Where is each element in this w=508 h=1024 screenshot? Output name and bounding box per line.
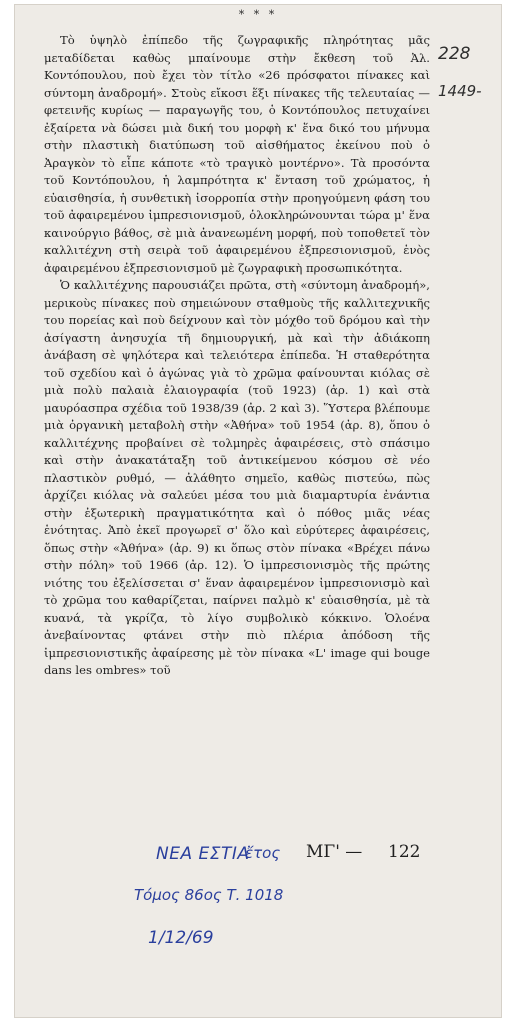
margin-note-ref: 1449- xyxy=(438,82,482,100)
margin-note-number: 228 xyxy=(438,44,471,64)
section-separator: * * * xyxy=(238,8,278,21)
publication-year-label: ἔτος xyxy=(245,844,281,862)
article-paragraph-2: Ὁ καλλιτέχνης παρουσιάζει πρῶτα, στὴ «σύντομη ἀναδρομή», μερικοὺς πίνακες ποὺ σημειώνουν σταθμοὺς τῆς καλλιτεχνικῆς του πορείας καὶ ποὺ δείχνουν καὶ τὸν μόχθο τοῦ δρόμου καὶ τὴν ἀσίγαστη ἀνησυχία τῆ δημιουργική, μὰ καὶ τὴν ἀδιάκοπη ἀνάβαση σὲ ψηλότερα καὶ τελειότερα ἐπίπεδα. Ἡ σταθερότητα τοῦ σχεδίου καὶ ὁ ἀγώνας γιὰ τὸ χρῶμα φαίνουνται κιόλας σὲ μιὰ πολὺ παλαιὰ ἐλαιογραφία (τοῦ 1923) (ἀρ. 1) καὶ στὰ μαυρόασπρα σχέδια τοῦ 1938/39 (ἀρ. 2 καὶ 3). Ὕστερα βλέπουμε μιὰ ὀργανικὴ μεταβολὴ στὴν «Ἀθήνα» τοῦ 1954 (ἀρ. 8), ὅπου ὁ καλλιτέχνης προβαίνει σὲ τολμηρὲς ἀφαιρέσεις, στὸ σπάσιμο καὶ στὴν ἀνακατάταξη τοῦ ἀντικείμενου κόσμου σὲ νέο πλαστικὸν ρυθμό, — ἀλάθητο σημεῖο, καθὼς πιστεύω, πὼς ἀρχίζει κιόλας νὰ σαλεύει μέσα του μιὰ διαμαρτυρία ἐνάντια στὴν ἐξωτερικὴ πραγματικότητα καὶ ὁ πόθος μιᾶς νέας ἑνότητας. Ἀπὸ ἐκεῖ προγωρεῖ σ' ὅλο καὶ εὐρύτερες ἀφαιρέσεις, ὅπως στὴν «Ἀθήνα» (ἀρ. 9) κι ὅπως στὸν πίνακα «Βρέχει πάνω στὴν πόλη» τοῦ 1966 (ἀρ. 12). Ὁ ἰμπρεσιονισμὸς τῆς πρώτης νιότης του ἐξελίσσεται σ' ἕναν ἀφαιρεμένον ἰμπρεσιονισμὸ καὶ τὸ χρῶμα του καθαρίζεται, παίρνει παλμὸ κ' εὐαισθησία, μὲ τὰ κυανά, τὰ γκρίζα, τὸ λίγο συμβολικὸ κόκκινο. Ὁλοένα ἀνεβαίνοντας φτάνει στὴν πιὸ πλέρια ἀπόδοση τῆς ἰμπρεσιονιστικῆς ἀφαίρεσης μὲ τὸν πίνακα «L' image qui bouge dans les ombres» τοῦ xyxy=(44,278,430,677)
handwritten-date: 1/12/69 xyxy=(148,928,214,948)
handwritten-volume: Τόμος 86ος Τ. 1018 xyxy=(134,886,284,904)
article-body xyxy=(44,32,430,680)
publication-name: ΝΕΑ ΕΣΤΙΑ xyxy=(156,844,250,864)
page-number: 122 xyxy=(388,842,421,862)
newspaper-clipping xyxy=(14,4,502,1018)
issue-label: ΜΓ' — xyxy=(306,842,363,862)
article-paragraph-1: Τὸ ὑψηλὸ ἐπίπεδο τῆς ζωγραφικῆς πληρότητας μᾶς μεταδίδεται καθὼς μπαίνουμε στὴν ἔκθεση τοῦ Ἀλ. Κοντόπουλου, ποὺ ἔχει τὸν τίτλο «26 πρόσφατοι πίνακες καὶ σύντομη ἀναδρομή». Στοὺς εἴκοσι ἕξι πίνακες τῆς τελευταίας — φετεινῆς κυρίως — παραγωγῆς του, ὁ Κοντόπουλος πετυχαίνει ἐξαίρετα νὰ δώσει μιὰ δική του μορφὴ κ' ἕνα δικό του μήνυμα στὴν πλαστικὴ διατύπωση τοῦ αἰσθήματος ἐκείνου ποὺ ὁ Ἀραγκὸν τὸ εἶπε κάποτε «τὸ τραγικὸ μοντέρνο». Τὰ προσόντα τοῦ Κοντόπουλου, ἡ λαμπρότητα κ' ἔνταση τοῦ χρώματος, ἡ εὐαισθησία, ἡ συνθετικὴ ἰσορροπία στὴν προηγούμενη φάση του τοῦ ἀφαιρεμένου ἰμπρεσιονισμοῦ, ὁλοκληρώνουνται τώρα μ' ἕνα καινούργιο βάθος, σὲ μιὰ ἀνανεωμένη μορφή, ποὺ τοποθετεῖ τὸν καλλιτέχνη στὴ σειρὰ τοῦ ἀφαιρεμένου ἐξπρεσιονισμοῦ, ἑνὸς ἀφαιρεμένου ἐξπρεσιονισμοῦ μὲ ζωγραφικὴ προσωπικότητα. xyxy=(44,33,430,275)
citation-footer xyxy=(48,844,488,994)
